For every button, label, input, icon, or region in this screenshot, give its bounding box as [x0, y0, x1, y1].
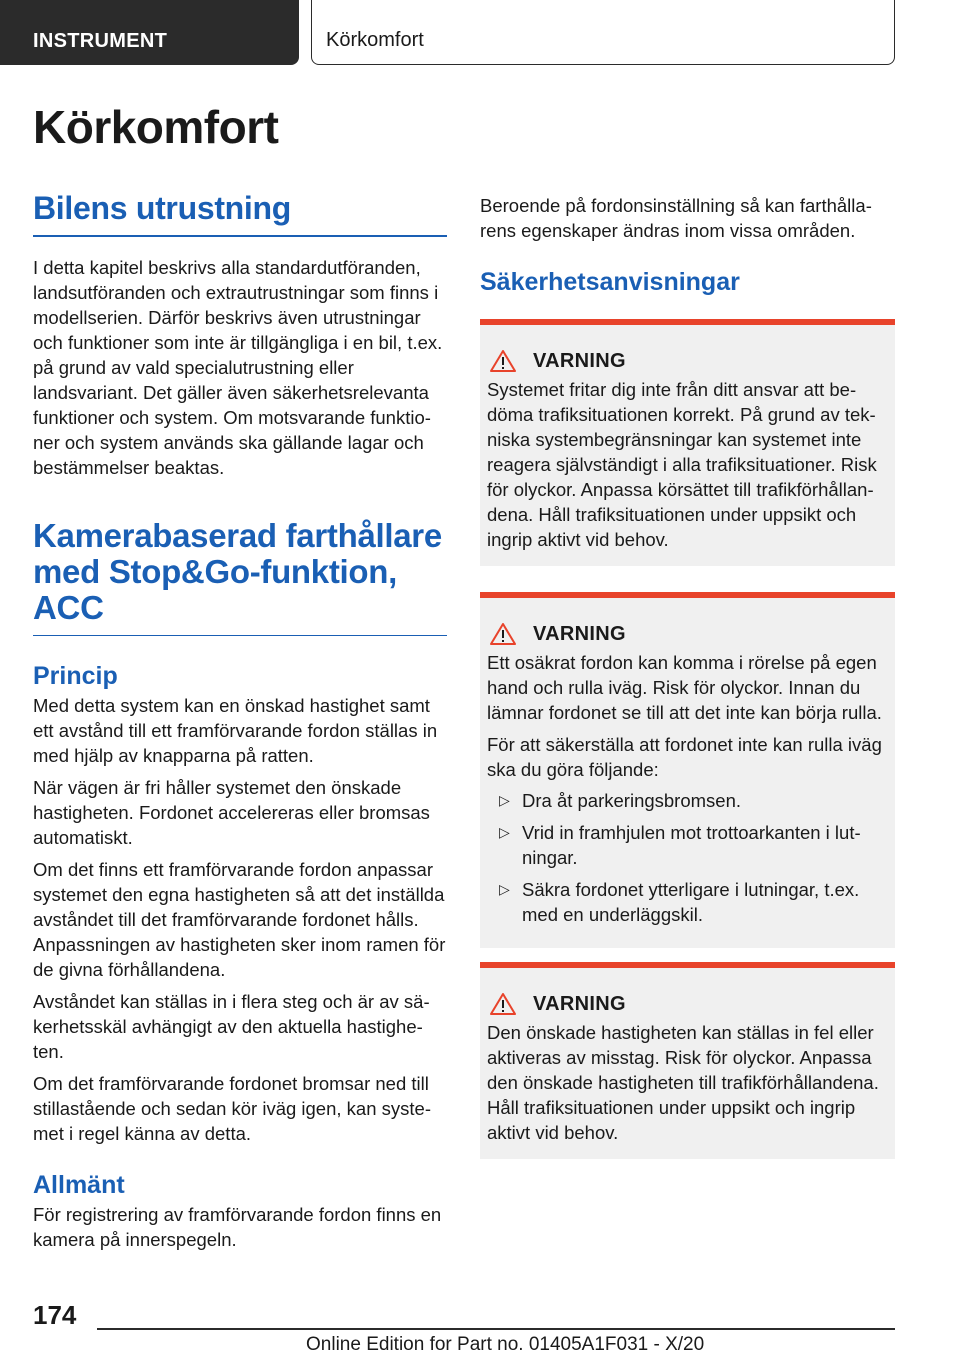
bullet-list — [487, 788, 887, 927]
paragraph-principle-5: Om det framförvarande fordonet bromsar ned till stillastående och sedan kör iväg igen, kan systemet i regel känna av detta. — [33, 1073, 431, 1144]
warning-box — [480, 319, 895, 566]
section-tab — [0, 0, 299, 65]
warning-triangle-icon — [489, 992, 517, 1016]
heading-principle: Princip — [33, 662, 118, 690]
warning-text: Ett osäkrat fordon kan komma i rörelse på egen hand och rulla iväg. Risk för olyckor. Innan du lämnar fordonet se till att det inte kan börja rulla. — [487, 652, 882, 723]
footer-rule — [97, 1328, 895, 1330]
footer-edition: Online Edition for Part no. 01405A1F031 - X/20 — [306, 1334, 705, 1355]
warning-header — [489, 992, 887, 1016]
paragraph-principle-4: Avståndet kan ställas in i flera steg och är av säkerhetsskäl avhängigt av den aktuella hastigheten. — [33, 991, 430, 1062]
warning-box — [480, 592, 895, 948]
warning-header — [489, 622, 887, 646]
topic-tab — [311, 0, 895, 65]
heading-general: Allmänt — [33, 1171, 125, 1199]
warning-text: Systemet fritar dig inte från ditt ansvar att bedöma trafiksituationen korrekt. På grund av tekniska systembegränsningar kan systemet inte reagera självständigt i alla trafiksituationer. Risk för olyckor. Anpassa körsättet till trafikförhållandena. Håll trafiksituationen under uppsikt och ingrip aktivt vid behov. — [487, 379, 877, 550]
heading-safety: Säkerhetsanvisningar — [480, 268, 740, 296]
warning-label: VARNING — [533, 992, 626, 1015]
warning-triangle-icon — [489, 349, 517, 373]
list-item: ▷ Dra åt parkeringsbromsen. — [487, 788, 887, 813]
warning-box — [480, 962, 895, 1159]
warning-text-2: För att säkerställa att fordonet inte kan rulla iväg ska du göra följande: — [487, 734, 882, 780]
heading-rule — [33, 235, 447, 237]
heading-rule — [33, 635, 447, 637]
list-item: ▷ Säkra fordonet ytterligare i lutningar, t.ex. med en underläggskil. — [487, 877, 887, 927]
list-item: ▷ Vrid in framhjulen mot trottoarkanten i lutningar. — [487, 820, 887, 870]
warning-label: VARNING — [533, 349, 626, 372]
topic-tab-label: Körkomfort — [326, 29, 424, 51]
page-title: Körkomfort — [33, 101, 279, 153]
warning-label: VARNING — [533, 622, 626, 645]
paragraph-principle-1: Med detta system kan en önskad hastighet samt ett avstånd till ett framförvarande fordon ställas in med hjälp av knapparna på ratten. — [33, 695, 438, 766]
paragraph-intro: Beroende på fordonsinställning så kan farthållarens egenskaper ändras inom vissa områden. — [480, 195, 872, 241]
heading-acc: Kamerabaserad farthållare med Stop&Go-funktion, ACC — [33, 516, 442, 626]
section-tab-label: INSTRUMENT — [33, 30, 168, 52]
page-number: 174 — [33, 1300, 77, 1330]
warning-triangle-icon — [489, 622, 517, 646]
heading-equipment: Bilens utrustning — [33, 190, 292, 226]
paragraph-equipment: I detta kapitel beskrivs alla standardutföranden, landsutföranden och extrautrustningar som finns i modellserien. Därför beskrivs även utrustningar och funktioner som inte är tillgängliga i en bil, t.ex. på grund av vald specialutrustning eller landsvariant. Det gäller även säkerhetsrelevanta funktioner och system. Om motsvarande funktioner och system används ska gällande lagar och bestämmelser beaktas. — [33, 256, 443, 478]
left-column — [33, 190, 447, 1252]
paragraph-principle-3: Om det finns ett framförvarande fordon anpassar systemet den egna hastigheten så att det inställda avståndet till det framförvarande fordonet hålls. Anpassningen av hastigheten sker inom ramen för de givna förhållandena. — [33, 859, 446, 980]
right-column — [480, 193, 895, 1159]
paragraph-general: För registrering av framförvarande fordon finns en kamera på innerspegeln. — [33, 1204, 442, 1250]
warning-text: Den önskade hastigheten kan ställas in fel eller aktiveras av misstag. Risk för olyckor. Anpassa den önskade hastigheten till trafikförhållandena. Håll trafiksituationen under uppsikt och ingrip aktivt vid behov. — [487, 1022, 879, 1143]
warning-header — [489, 349, 887, 373]
paragraph-principle-2: När vägen är fri håller systemet den önskade hastigheten. Fordonet accelereras eller bromsas automatiskt. — [33, 777, 430, 848]
